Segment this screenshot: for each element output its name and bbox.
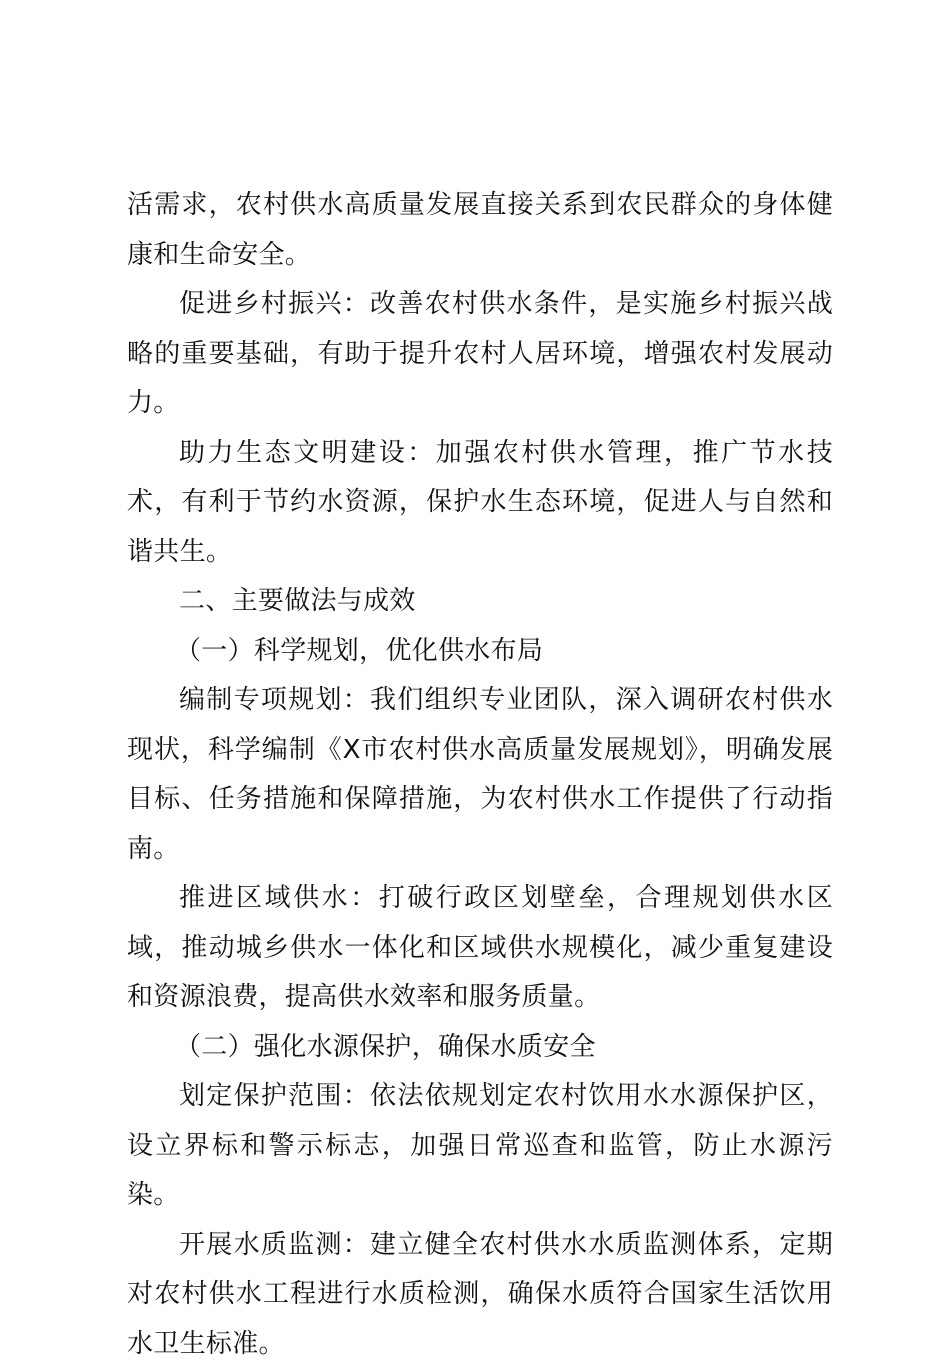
document-body — [127, 181, 833, 1369]
paragraph-ecological-civilization: 助力生态文明建设：加强农村供水管理，推广节水技术，有利于节约水资源，保护水生态环境，促进人与自然和谐共生。 — [127, 429, 833, 578]
paragraph-special-planning: 编制专项规划：我们组织专业团队，深入调研农村供水现状，科学编制《X市农村供水高质量发展规划》，明确发展目标、任务措施和保障措施，为农村供水工作提供了行动指南。 — [127, 676, 833, 874]
paragraph-protection-zone: 划定保护范围：依法依规划定农村饮用水水源保护区，设立界标和警示标志，加强日常巡查和监管，防止水源污染。 — [127, 1072, 833, 1221]
paragraph-continuation: 活需求，农村供水高质量发展直接关系到农民群众的身体健康和生命安全。 — [127, 181, 833, 280]
subsection-heading-water-source: （二）强化水源保护，确保水质安全 — [127, 1023, 833, 1073]
paragraph-water-monitoring: 开展水质监测：建立健全农村供水水质监测体系，定期对农村供水工程进行水质检测，确保水质符合国家生活饮用水卫生标准。 — [127, 1221, 833, 1369]
section-heading-main-practices: 二、主要做法与成效 — [127, 577, 833, 627]
subsection-heading-planning: （一）科学规划，优化供水布局 — [127, 627, 833, 677]
paragraph-regional-supply: 推进区域供水：打破行政区划壁垒，合理规划供水区域，推动城乡供水一体化和区域供水规模化，减少重复建设和资源浪费，提高供水效率和服务质量。 — [127, 874, 833, 1023]
paragraph-rural-revitalization: 促进乡村振兴：改善农村供水条件，是实施乡村振兴战略的重要基础，有助于提升农村人居环境，增强农村发展动力。 — [127, 280, 833, 429]
